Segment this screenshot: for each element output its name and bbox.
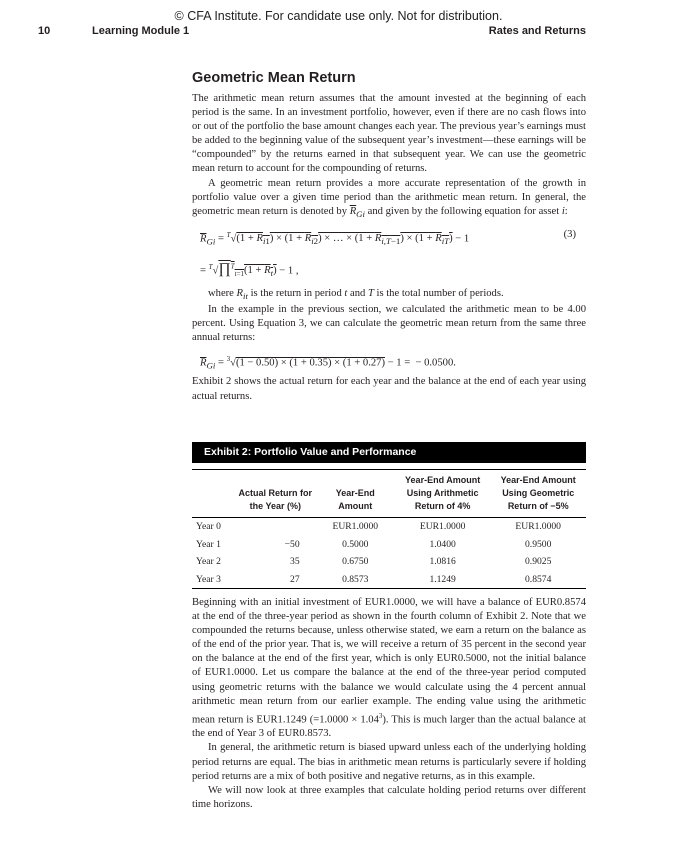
table-cell	[235, 518, 316, 536]
paragraph-next-examples: We will now look at three examples that calculate holding period returns over different time horizons.	[192, 784, 586, 810]
table-cell: 0.9500	[525, 538, 552, 550]
table-cell: Year 0	[196, 521, 221, 532]
table-cell: EUR1.0000	[419, 521, 466, 532]
table-header-cell: Year-End Amount	[316, 470, 395, 518]
section-body	[192, 70, 586, 404]
paragraph-balance-comparison: Beginning with an initial investment of EUR1.0000, we will have a balance of EUR0.8574 at the end of the three-year period as shown in the fourth column of Exhibit 2. Note that we compounded the returns because, unless otherwise stated, we earn a return on the balance as of the end of the prior year. That is, we will receive a return of 35 percent in the second year on the balance at the end of the first year, which is only EUR0.5000, not the initial balance of EUR1.0000. Let us compare the balance at the end of the three-year period computed using geometric returns with the balance we would calculate using the 4 percent annual arithmetic mean return from our earlier example. The ending value using the arithmetic mean return is EUR1.1249 $(=1.0000 \times 1.04^3)$. This is much larger than the actual balance at the end of Year 3 of EUR0.8573.	[192, 597, 586, 740]
table-cell: EUR1.0000	[332, 521, 379, 532]
table-cell: 0.5000	[342, 538, 369, 550]
table-cell: 1.1249	[395, 571, 491, 589]
table-row	[192, 571, 586, 589]
paragraph-exhibit-intro: Exhibit 2 shows the actual return for each year and the balance at the end of each year using actual returns.	[192, 376, 586, 402]
table-cell: −50	[284, 538, 300, 550]
table-cell: 0.8573	[316, 571, 395, 589]
closing-body	[192, 596, 586, 812]
exhibit-title: Exhibit 2: Portfolio Value and Performance	[192, 442, 586, 463]
table-row	[192, 518, 586, 536]
equation-3: $\overline{R}_{Gi} = ^T√(1 + R_{i1}) \times (1 + R_{i2})$ × … × $(1 + R_{i,T-1}) \times (1 + R_{iT}) - 1$ (3)	[192, 225, 586, 245]
table-row	[192, 553, 586, 571]
watermark: © CFA Institute. For candidate use only. Not for distribution.	[174, 9, 503, 23]
table-header-row	[192, 470, 586, 518]
table-cell: 0.6750	[342, 556, 369, 567]
section-heading: Geometric Mean Return	[192, 70, 356, 86]
paragraph-arithmetic-assumption: The arithmetic mean return assumes that the amount invested at the beginning of each period is the same. In an investment portfolio, however, even if there are no cash flows into or out of the portfolio the base amount changes each year. The previous year’s earnings must be added to the beginning value of the subsequent year’s investment—these earnings will be “compounded” by the returns earned in that subsequent year. We can use the geometric mean return to account for the compounding of returns.	[192, 93, 586, 175]
equation-number: (3)	[563, 228, 576, 240]
table-cell: Year 2	[196, 556, 221, 567]
equation-geometric-example: $\overline{R}_{Gi} = ^3√(1 - 0.50) \times (1 + 0.35) \times (1 + 0.27) - 1$ = − 0.0500.	[200, 355, 456, 372]
table-cell: 0.8574	[490, 571, 586, 589]
paragraph-bias: In general, the arithmetic return is biased upward unless each of the underlying holding period returns are equal. The bias in arithmetic mean returns is particularly severe if holding period returns are a mix of both positive and negative returns, as in this example.	[192, 742, 586, 782]
table-cell: Year 1	[196, 538, 221, 550]
equation-3-product-form: = $^T$√∏$^T_{t=1}$(1 + $R_t) - 1$ ,	[200, 261, 299, 279]
paragraph-example-intro: In the example in the previous section, we calculated the arithmetic mean to be 4.00 percent. Using Equation 3, we can calculate the geometric mean return from the same three annual returns:	[192, 304, 586, 344]
table-cell: 0.9025	[525, 556, 552, 567]
paragraph-geometric-definition: A geometric mean return provides a more accurate representation of the growth in portfolio value over a given time period than the arithmetic mean return. In general, the geometric mean return is denoted by $\overline{R}_{Gi}$ and given by the following equation for asset i:	[192, 177, 586, 219]
portfolio-table	[192, 469, 586, 589]
table-cell: Year 3	[192, 571, 235, 589]
page-number: 10	[38, 25, 51, 37]
table-header-cell	[192, 470, 235, 518]
table-cell: 27	[235, 571, 316, 589]
table-cell: 1.0816	[429, 556, 456, 567]
running-header-module: Learning Module 1	[92, 25, 190, 37]
table-cell: 1.0400	[429, 538, 456, 550]
table-header-cell: Year-End Amount Using Arithmetic Return of 4%	[395, 470, 491, 518]
exhibit-2	[192, 442, 586, 589]
paragraph-where: where $R_{it}$ is the return in period t and T is the total number of periods.	[208, 287, 504, 302]
table-header-cell: Actual Return for the Year (%)	[235, 470, 316, 518]
table-cell: 35	[290, 556, 300, 567]
running-header-section: Rates and Returns	[488, 25, 586, 37]
table-row	[192, 536, 586, 554]
table-cell: EUR1.0000	[515, 521, 561, 532]
table-header-cell: Year-End Amount Using Geometric Return of −5%	[490, 470, 586, 518]
